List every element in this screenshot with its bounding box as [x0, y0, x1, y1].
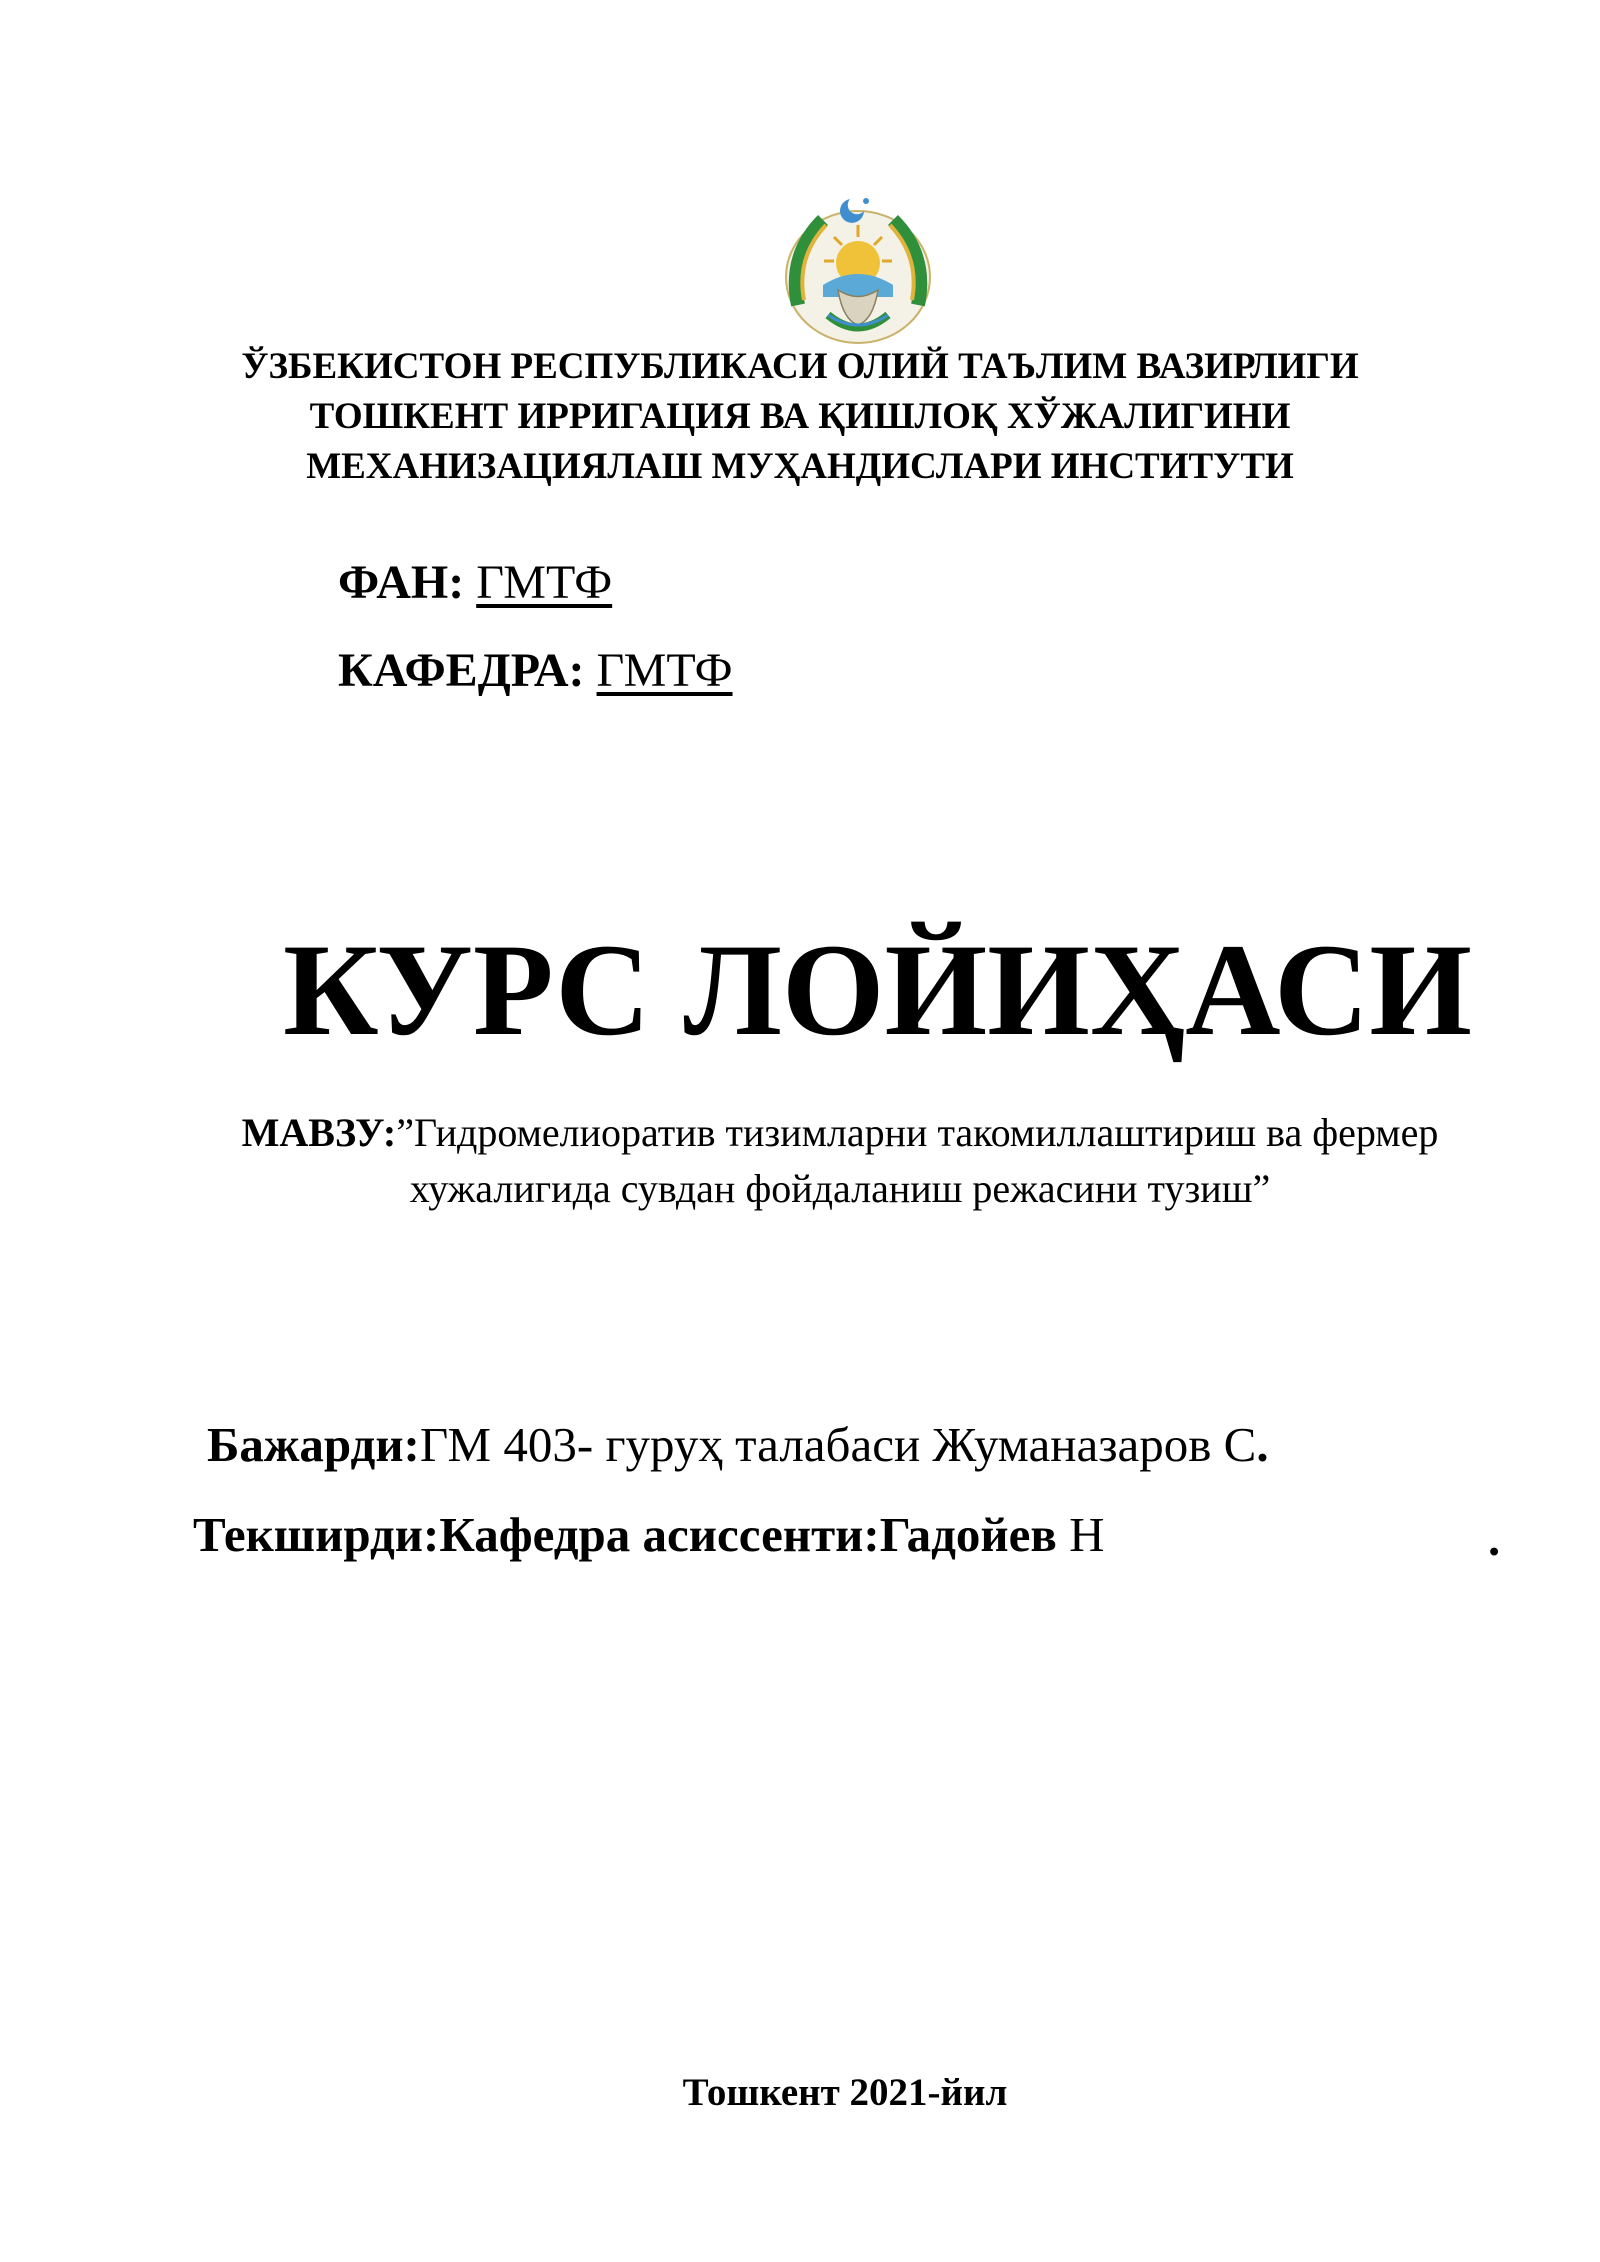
checker-role: Кафедра асиссенти:	[439, 1507, 880, 1562]
ministry-line-3: МЕХАНИЗАЦИЯЛАШ МУҲАНДИСЛАРИ ИНСТИТУТИ	[306, 446, 1294, 487]
ministry-line-2: ТОШКЕНТ ИРРИГАЦИЯ ВА ҚИШЛОҚ ХЎЖАЛИГИНИ	[309, 396, 1291, 437]
topic-block	[0, 1105, 1600, 1217]
ministry-header	[0, 342, 1600, 492]
checker-end: .	[1488, 1511, 1501, 1566]
topic-line-1	[0, 1105, 1600, 1161]
subject-line	[338, 555, 612, 610]
state-emblem-icon	[778, 185, 938, 350]
performer-label: Бажарди:	[207, 1417, 420, 1472]
performer-end: .	[1256, 1417, 1269, 1472]
ministry-line-1: ЎЗБЕКИСТОН РЕСПУБЛИКАСИ ОЛИЙ ТАЪЛИМ ВАЗИРЛИГИ	[241, 346, 1359, 387]
subject-label: ФАН:	[338, 556, 465, 609]
topic-label: МАВЗУ:	[241, 1110, 397, 1155]
checker-initial: Н	[1056, 1507, 1105, 1562]
performer-value: ГМ 403- гуруҳ талабаси Жуманазаров С	[419, 1417, 1257, 1472]
department-label: КАФЕДРА:	[338, 644, 585, 697]
performer-line	[207, 1416, 1269, 1473]
checker-line	[193, 1506, 1104, 1563]
checker-name: Гадойев	[879, 1507, 1057, 1562]
subject-value: ГМТФ	[476, 556, 613, 609]
topic-line-2: хужалигида сувдан фойдаланиш режасини тузиш”	[409, 1166, 1271, 1211]
department-line	[338, 643, 733, 698]
topic-text-1: ”Гидромелиоратив тизимларни такомиллаштириш ва фермер	[396, 1110, 1439, 1155]
checker-label: Текширди:	[193, 1507, 440, 1562]
document-title: КУРС ЛОЙИҲАСИ	[283, 916, 1472, 1063]
department-value: ГМТФ	[596, 644, 733, 697]
city-year: Тошкент 2021-йил	[682, 2071, 1008, 2114]
